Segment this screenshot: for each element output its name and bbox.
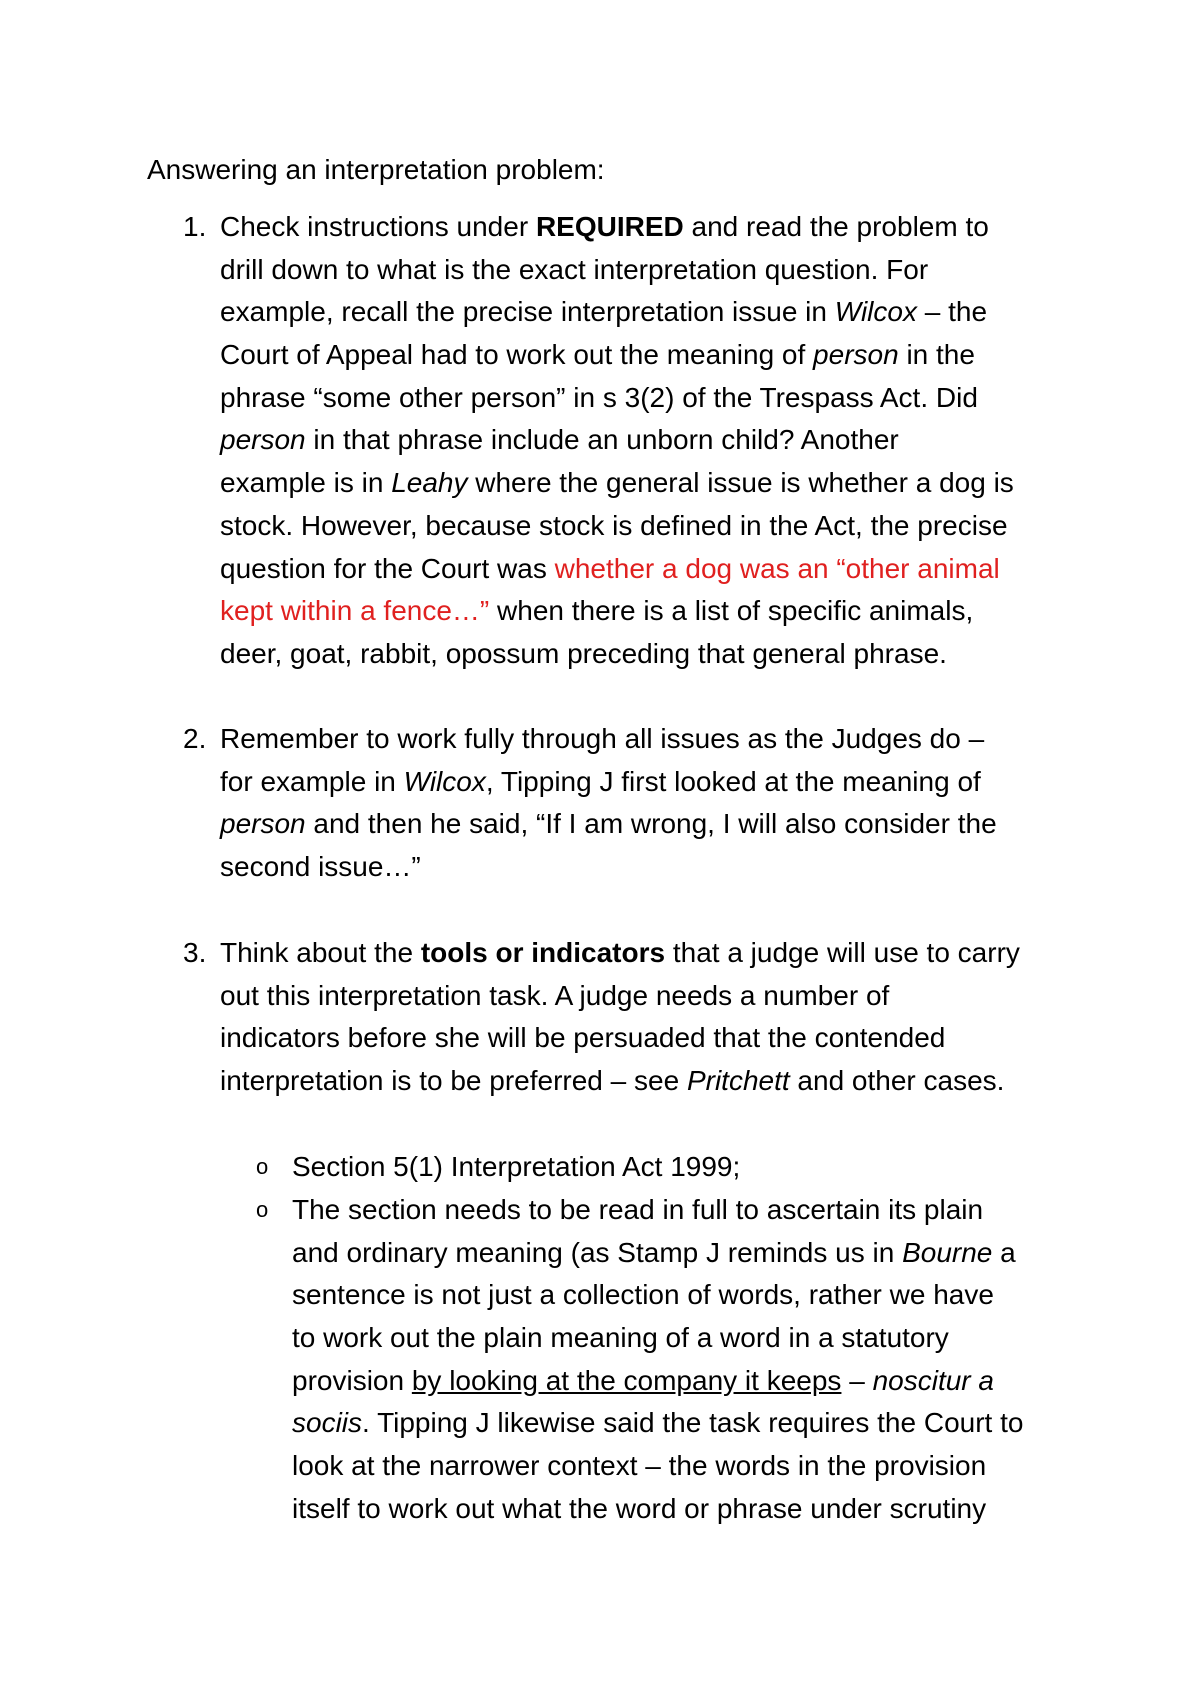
bullet-marker: o bbox=[256, 1154, 269, 1179]
latin-maxim: sociis bbox=[292, 1407, 363, 1439]
case-name: Leahy bbox=[391, 467, 468, 499]
text-line: stock. However, because stock is defined in the Act, the precise bbox=[220, 509, 1008, 541]
bullet-text bbox=[292, 1189, 1076, 1531]
text-line: out this interpretation task. A judge needs a number of bbox=[220, 979, 890, 1011]
highlighted-question: whether a dog was an “other animal bbox=[554, 552, 1000, 584]
text-line: person and then he said, “If I am wrong, I will also consider the bbox=[220, 808, 997, 840]
text-line: to work out the plain meaning of a word in a statutory bbox=[292, 1322, 949, 1354]
bullet-text bbox=[292, 1146, 1076, 1189]
highlighted-question: kept within a fence…” bbox=[220, 595, 490, 627]
text-line: provision by looking at the company it keeps – noscitur a bbox=[292, 1364, 994, 1396]
case-name: Wilcox bbox=[403, 765, 486, 797]
text-line: Check instructions under REQUIRED and read the problem to bbox=[220, 211, 989, 242]
text-line: question for the Court was whether a dog was an “other animal bbox=[220, 552, 1000, 584]
text-line: Remember to work fully through all issues as the Judges do – bbox=[220, 723, 985, 754]
document-heading: Answering an interpretation problem: bbox=[147, 154, 605, 185]
text-line: sentence is not just a collection of words, rather we have bbox=[292, 1279, 994, 1311]
case-name: Pritchett bbox=[686, 1065, 790, 1097]
underlined-phrase: by looking at the company it keeps bbox=[411, 1364, 842, 1396]
bullet-marker: o bbox=[256, 1197, 269, 1222]
text-line: interpretation is to be preferred – see Pritchett and other cases. bbox=[220, 1065, 1005, 1097]
text-line: Court of Appeal had to work out the meaning of person in the bbox=[220, 339, 975, 371]
emphasis-term: person bbox=[813, 339, 899, 371]
text-line: Think about the tools or indicators that a judge will use to carry bbox=[220, 937, 1020, 968]
numbered-item-2 bbox=[183, 718, 1063, 889]
item-number: 3. bbox=[183, 937, 207, 968]
text-line: second issue…” bbox=[220, 851, 421, 883]
text-line: itself to work out what the word or phrase under scrutiny bbox=[292, 1492, 987, 1524]
item-text bbox=[220, 932, 1063, 1103]
text-line: for example in Wilcox, Tipping J first looked at the meaning of bbox=[220, 765, 981, 797]
text-line: and ordinary meaning (as Stamp J reminds us in Bourne a bbox=[292, 1236, 1016, 1268]
text-line: person in that phrase include an unborn child? Another bbox=[220, 424, 899, 456]
sub-bullet-2 bbox=[256, 1189, 1076, 1531]
case-name: Wilcox bbox=[834, 296, 917, 328]
text-line: kept within a fence…” when there is a list of specific animals, bbox=[220, 595, 974, 627]
text-line: deer, goat, rabbit, opossum preceding that general phrase. bbox=[220, 637, 947, 669]
latin-maxim: noscitur a bbox=[872, 1364, 994, 1396]
item-number: 2. bbox=[183, 723, 207, 754]
item-text bbox=[220, 718, 1063, 889]
text-line: drill down to what is the exact interpretation question. For bbox=[220, 253, 929, 285]
text-line: phrase “some other person” in s 3(2) of the Trespass Act. Did bbox=[220, 381, 978, 413]
emphasis-term: person bbox=[220, 424, 306, 456]
text-line: Section 5(1) Interpretation Act 1999; bbox=[292, 1151, 741, 1182]
sub-bullet-1 bbox=[256, 1146, 1076, 1189]
bold-keyword: tools or indicators bbox=[420, 937, 666, 968]
text-line: The section needs to be read in full to ascertain its plain bbox=[292, 1194, 984, 1225]
text-line: indicators before she will be persuaded that the contended bbox=[220, 1022, 946, 1054]
text-line: example is in Leahy where the general issue is whether a dog is bbox=[220, 467, 1014, 499]
case-name: Bourne bbox=[902, 1236, 993, 1268]
text-line: example, recall the precise interpretation issue in Wilcox – the bbox=[220, 296, 988, 328]
text-line: look at the narrower context – the words in the provision bbox=[292, 1450, 987, 1482]
emphasis-term: person bbox=[220, 808, 306, 840]
item-number: 1. bbox=[183, 211, 207, 242]
numbered-item-1 bbox=[183, 206, 1063, 676]
item-text bbox=[220, 206, 1063, 676]
text-line: sociis. Tipping J likewise said the task requires the Court to bbox=[292, 1407, 1024, 1439]
numbered-item-3 bbox=[183, 932, 1063, 1103]
required-keyword: REQUIRED bbox=[535, 211, 684, 242]
